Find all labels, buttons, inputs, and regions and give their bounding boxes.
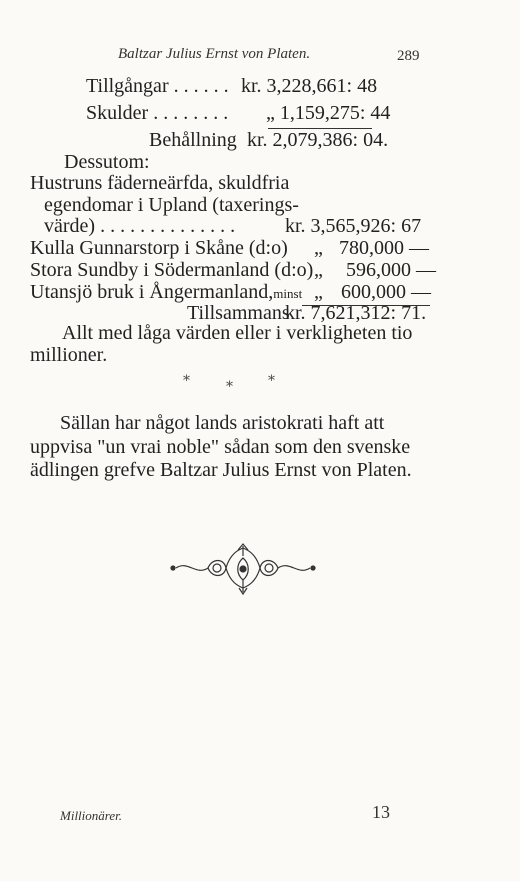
page-number: 289 [397, 48, 420, 64]
paragraph2-line-3: ädlingen grefve Baltzar Julius Ernst von Platen. [30, 459, 412, 481]
asterism-star-3: * [268, 373, 275, 389]
signature-number: 13 [372, 802, 390, 822]
estate-utansjo-text: Utansjö bruk i Ångermanland, [30, 281, 274, 303]
dessutom-heading: Dessutom: [64, 151, 150, 173]
ledger-debts-value: „ 1,159,275: 44 [266, 102, 391, 124]
estate-utansjo-label [30, 281, 302, 304]
ledger-debts-label: Skulder . . . . . . . . [86, 102, 229, 124]
asterism-star-1: * [183, 373, 190, 389]
estate-utansjo-small: minst [273, 286, 303, 301]
ledger-assets-label: Tillgångar . . . . . . [86, 75, 229, 97]
paragraph2-line-2: uppvisa "un vrai noble" sådan som den svenske [30, 436, 411, 458]
estate-utansjo-value: 600,000 — [341, 281, 431, 303]
total-value: kr. 7,621,312: 71. [285, 302, 427, 324]
paragraph1-line-2: millioner. [30, 344, 108, 366]
property-value: kr. 3,565,926: 67 [285, 215, 422, 237]
paragraph1-line-1: Allt med låga värden eller i verkligheten tio [62, 322, 413, 344]
total-label: Tillsammans [187, 302, 290, 324]
estate-kulla-value: 780,000 — [339, 237, 429, 259]
asterism-star-2: * [226, 379, 233, 395]
estate-sundby-mark: „ [314, 259, 323, 281]
ledger-assets-value: kr. 3,228,661: 48 [241, 75, 378, 97]
estate-sundby-label: Stora Sundby i Södermanland (d:o) [30, 259, 314, 281]
estate-kulla-mark: „ [314, 237, 323, 259]
estate-kulla-label: Kulla Gunnarstorp i Skåne (d:o) [30, 237, 288, 259]
property-line-1: Hustruns fäderneärfda, skuldfria [30, 172, 290, 194]
estate-utansjo-mark: „ [314, 281, 323, 303]
property-line-2: egendomar i Upland (taxerings- [44, 194, 299, 216]
running-head: Baltzar Julius Ernst von Platen. [118, 46, 311, 62]
floral-ornament-icon [168, 540, 318, 596]
paragraph2-line-1: Sällan har något lands aristokrati haft att [60, 412, 385, 434]
ledger-balance-value: kr. 2,079,386: 04. [247, 129, 389, 151]
property-line-3: värde) . . . . . . . . . . . . . . [44, 215, 236, 237]
signature-mark: Millionärer. [60, 808, 122, 823]
ledger-balance-label: Behållning [149, 129, 237, 151]
estate-sundby-value: 596,000 — [346, 259, 436, 281]
